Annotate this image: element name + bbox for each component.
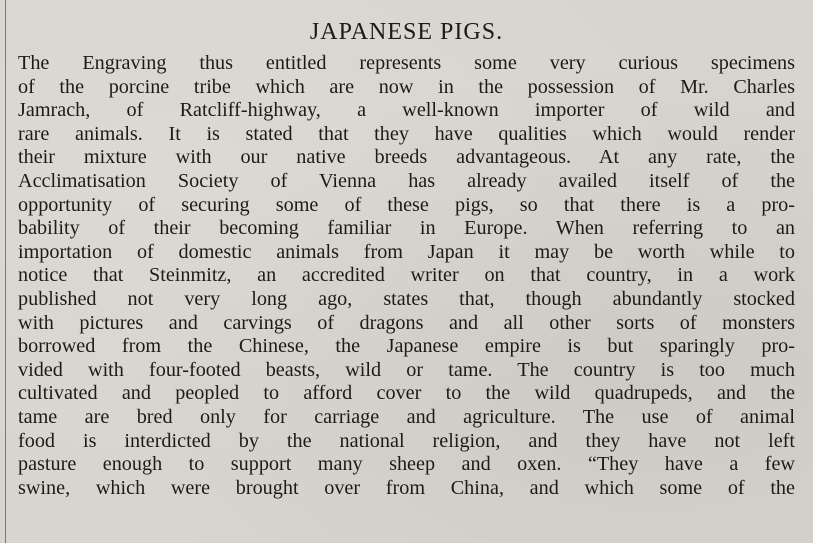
text-line: importation of domestic animals from Japan it may be worth while to [18, 240, 795, 263]
text-line: with pictures and carvings of dragons and all other sorts of monsters [18, 311, 795, 334]
article-body [18, 52, 795, 500]
article-title: JAPANESE PIGS. [309, 19, 504, 45]
text-line: rare animals. It is stated that they have qualities which would render [18, 122, 795, 145]
text-line: vided with four-footed beasts, wild or tame. The country is too much [18, 358, 795, 381]
text-line: pasture enough to support many sheep and oxen. “They have a few [18, 453, 795, 476]
text-line: food is interdicted by the national religion, and they have not left [18, 429, 795, 452]
text-line: The Engraving thus entitled represents some very curious specimens [18, 52, 795, 74]
text-line: cultivated and peopled to afford cover to the wild quadrupeds, and the [18, 382, 795, 405]
text-line: notice that Steinmitz, an accredited writer on that country, in a work [18, 264, 795, 287]
text-line: Jamrach, of Ratcliff-highway, a well-known importer of wild and [18, 99, 795, 122]
text-line: Acclimatisation Society of Vienna has already availed itself of the [18, 169, 795, 192]
text-line: their mixture with our native breeds advantageous. At any rate, the [18, 146, 795, 169]
text-line: swine, which were brought over from China, and which some of the [18, 476, 795, 499]
column-rule [5, 0, 6, 543]
text-line: published not very long ago, states that, though abundantly stocked [18, 287, 795, 310]
text-line: tame are bred only for carriage and agriculture. The use of animal [18, 405, 795, 428]
text-line: of the porcine tribe which are now in the possession of Mr. Charles [18, 75, 795, 98]
text-line: borrowed from the Chinese, the Japanese empire is but sparingly pro- [18, 335, 795, 358]
text-line: bability of their becoming familiar in Europe. When referring to an [18, 217, 795, 240]
text-line: opportunity of securing some of these pigs, so that there is a pro- [18, 193, 795, 216]
